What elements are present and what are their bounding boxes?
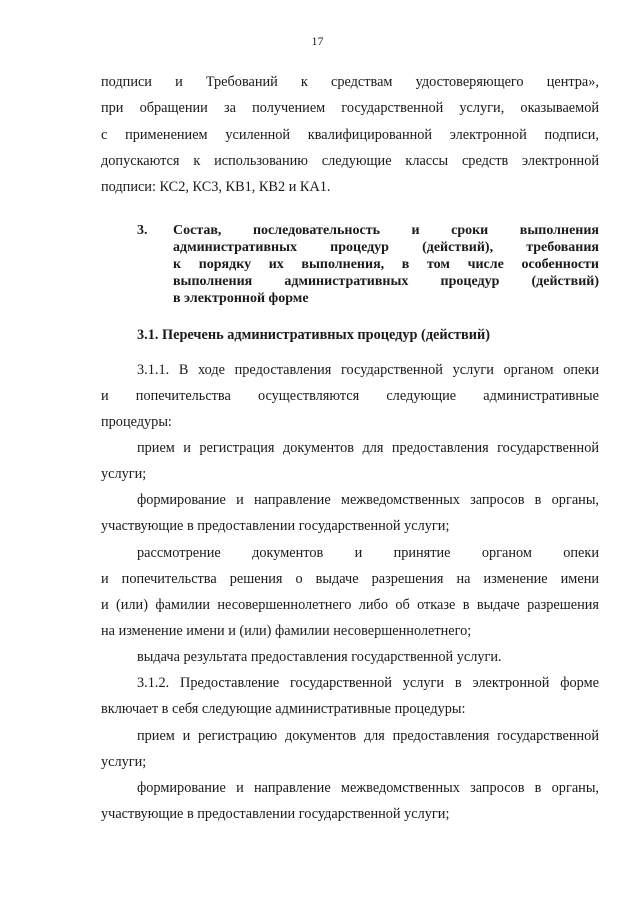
- subsection-title: 3.1. Перечень административных процедур (действий): [137, 327, 490, 343]
- paragraph-line: и попечительства решения о выдаче разрешения на изменение имени: [101, 571, 599, 587]
- section-title-line: Состав, последовательность и сроки выполнения: [173, 223, 599, 238]
- section-title-line: к порядку их выполнения, в том числе особенности: [173, 257, 599, 272]
- paragraph-line: услуги;: [101, 466, 147, 482]
- paragraph-line: при обращении за получением государственной услуги, оказываемой: [101, 100, 599, 116]
- section-title-line: административных процедур (действий), требования: [173, 240, 599, 255]
- paragraph-line: допускаются к использованию следующие классы средств электронной: [101, 153, 599, 169]
- paragraph-line: подписи: КС2, КС3, КВ1, КВ2 и КА1.: [101, 179, 331, 195]
- paragraph-line: процедуры:: [101, 414, 172, 430]
- paragraph-line: участвующие в предоставлении государственной услуги;: [101, 518, 450, 534]
- paragraph-line: и попечительства осуществляются следующие административные: [101, 388, 599, 404]
- paragraph-line: участвующие в предоставлении государственной услуги;: [101, 806, 450, 822]
- section-number: 3.: [137, 223, 148, 238]
- paragraph-line: 3.1.2. Предоставление государственной услуги в электронной форме: [137, 675, 599, 691]
- list-item: рассмотрение документов и принятие органом опеки: [137, 545, 599, 561]
- page-number: 17: [311, 34, 324, 48]
- list-item: формирование и направление межведомственных запросов в органы,: [137, 492, 599, 508]
- list-item: формирование и направление межведомственных запросов в органы,: [137, 780, 599, 796]
- list-item: прием и регистрацию документов для предоставления государственной: [137, 728, 599, 744]
- paragraph-line: подписи и Требований к средствам удостоверяющего центра»,: [101, 74, 599, 90]
- paragraph-line: услуги;: [101, 754, 147, 770]
- list-item: выдача результата предоставления государственной услуги.: [137, 649, 502, 665]
- paragraph-line: включает в себя следующие административные процедуры:: [101, 701, 466, 717]
- paragraph-line: 3.1.1. В ходе предоставления государственной услуги органом опеки: [137, 362, 599, 378]
- paragraph-line: с применением усиленной квалифицированной электронной подписи,: [101, 127, 599, 143]
- paragraph-line: и (или) фамилии несовершеннолетнего либо об отказе в выдаче разрешения: [101, 597, 599, 613]
- paragraph-line: на изменение имени и (или) фамилии несовершеннолетнего;: [101, 623, 472, 639]
- section-title-line: в электронной форме: [173, 291, 309, 306]
- section-title-line: выполнения административных процедур (действий): [173, 274, 599, 289]
- list-item: прием и регистрация документов для предоставления государственной: [137, 440, 599, 456]
